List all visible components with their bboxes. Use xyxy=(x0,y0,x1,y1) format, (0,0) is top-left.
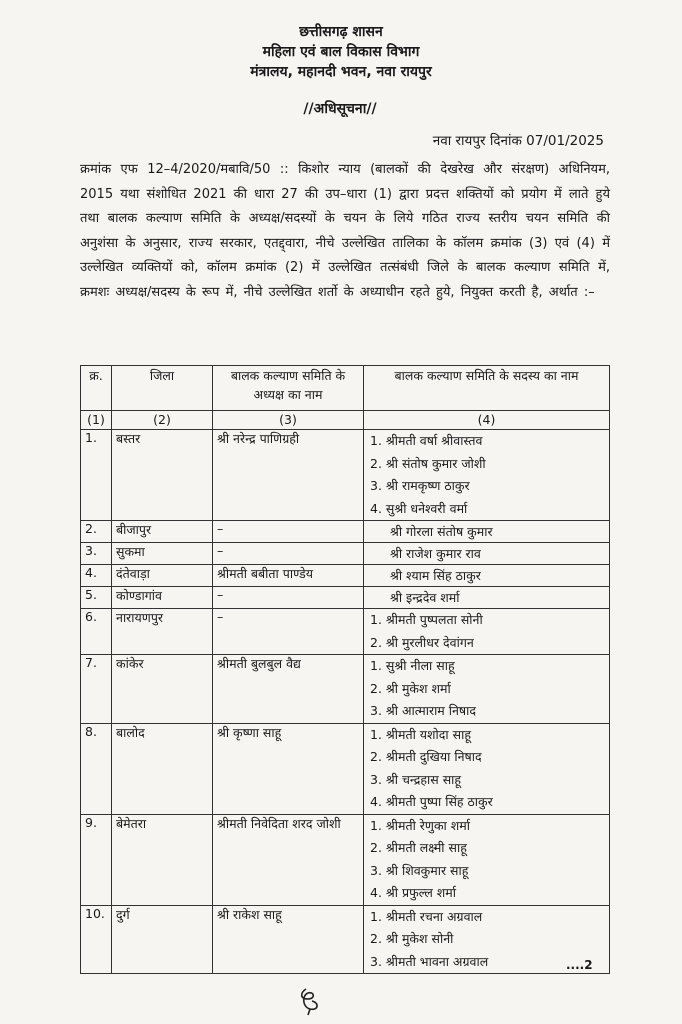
row-district: बालोद xyxy=(112,723,213,814)
col-number: (2) xyxy=(112,411,213,430)
row-district: सुकमा xyxy=(112,543,213,565)
member-name: 4. श्री प्रफुल्ल शर्मा xyxy=(370,885,457,900)
member-name: 3. श्रीमती भावना अग्रवाल xyxy=(370,953,489,969)
member-name: 2. श्री मुकेश सोनी xyxy=(370,931,454,946)
member-name: 1. श्रीमती रेणुका शर्मा xyxy=(370,817,470,833)
member-name: 2. श्री मुरलीधर देवांगन xyxy=(370,634,474,650)
col-number: (4) xyxy=(364,411,610,430)
row-chairperson: – xyxy=(213,609,364,655)
table-row xyxy=(81,609,610,655)
header-government: छत्तीसगढ़ शासन xyxy=(299,24,383,40)
col-header-members: बालक कल्याण समिति के सदस्य का नाम xyxy=(364,366,610,411)
row-district: दंतेवाड़ा xyxy=(112,565,213,587)
member-name: 1. श्रीमती वर्षा श्रीवास्तव xyxy=(370,433,483,448)
row-district: कोण्डागांव xyxy=(112,587,213,609)
signature-mark xyxy=(292,985,326,1017)
row-serial: 5. xyxy=(81,587,112,609)
row-members xyxy=(364,521,610,543)
row-chairperson: – xyxy=(213,543,364,565)
table-row xyxy=(81,723,610,814)
row-members xyxy=(364,655,610,724)
member-name: श्री गोरला संतोष कुमार xyxy=(390,524,493,539)
member-name: श्री श्याम सिंह ठाकुर xyxy=(390,568,481,583)
table-row xyxy=(81,521,610,543)
col-header-serial: क्र. xyxy=(81,366,112,411)
table-row xyxy=(81,565,610,587)
member-name: 1. श्रीमती रचना अग्रवाल xyxy=(370,908,483,924)
row-members xyxy=(364,723,610,814)
member-name: 3. श्री आत्माराम निषाद xyxy=(370,703,477,718)
table-row xyxy=(81,587,610,609)
col-number: (1) xyxy=(81,411,112,430)
table-row xyxy=(81,430,610,521)
member-name: 1. श्रीमती यशोदा साहू xyxy=(370,726,471,742)
table-row xyxy=(81,905,610,974)
notification-title: //अधिसूचना// xyxy=(303,101,377,117)
page-continuation: ....2 xyxy=(566,958,593,972)
row-members xyxy=(364,565,610,587)
row-serial: 3. xyxy=(81,543,112,565)
row-chairperson: श्री नरेन्द्र पाणिग्रही xyxy=(213,430,364,521)
table-row xyxy=(81,655,610,724)
row-chairperson: श्री राकेश साहू xyxy=(213,905,364,974)
member-name: श्री राजेश कुमार राव xyxy=(390,546,481,561)
row-district: कांकेर xyxy=(112,655,213,724)
notification-date: नवा रायपुर दिनांक 07/01/2025 xyxy=(432,133,604,149)
member-name: 2. श्री मुकेश शर्मा xyxy=(370,680,451,696)
row-serial: 9. xyxy=(81,814,112,905)
row-serial: 4. xyxy=(81,565,112,587)
row-members xyxy=(364,814,610,905)
member-name: 4. श्रीमती पुष्पा सिंह ठाकुर xyxy=(370,794,493,809)
col-header-district: जिला xyxy=(112,366,213,411)
table-body xyxy=(81,430,610,974)
row-chairperson: – xyxy=(213,587,364,609)
member-name: 2. श्रीमती दुखिया निषाद xyxy=(370,749,482,764)
member-name: 3. श्री रामकृष्ण ठाकुर xyxy=(370,478,470,493)
member-name: 2. श्रीमती लक्ष्मी साहू xyxy=(370,840,467,855)
header-address: मंत्रालय, महानदी भवन, नवा रायपुर xyxy=(250,64,432,80)
row-chairperson: – xyxy=(213,521,364,543)
member-name: 4. सुश्री धनेश्वरी वर्मा xyxy=(370,500,468,516)
notification-paragraph: क्रमांक एफ 12–4/2020/मबावि/50 :: किशोर न्याय (बालकों की देखरेख और संरक्षण) अधिनियम, 2015 यथा संशोधित 2021 की धारा 27 की उप–धारा (1) द्वारा प्रदत्त शक्तियों को प्रयोग में लाते हुये तथा बालक कल्याण समिति के अध्यक्ष/सदस्यों के चयन के लिये गठित राज्य स्तरीय चयन समिति की अनुशंसा के अनुसार, राज्य सरकार, एतद्द्वारा, नीचे उल्लेखित तालिका के कॉलम क्रमांक (3) एवं (4) में उल्लेखित व्यक्तियों को, कॉलम क्रमांक (2) में उल्लेखित तत्संबंधी जिले के बालक कल्याण समिति में, क्रमशः अध्यक्ष/सदस्य के रूप में, नीचे उल्लेखित शर्तो के अध्याधीन रहते हुये, नियुक्त करती है, अर्थात :– xyxy=(80,162,610,300)
table-row xyxy=(81,814,610,905)
row-serial: 10. xyxy=(81,905,112,974)
row-district: बीजापुर xyxy=(112,521,213,543)
row-serial: 1. xyxy=(81,430,112,521)
row-district: बस्तर xyxy=(112,430,213,521)
member-name: 2. श्री संतोष कुमार जोशी xyxy=(370,455,486,471)
row-chairperson: श्रीमती बुलबुल वैद्य xyxy=(213,655,364,724)
row-serial: 6. xyxy=(81,609,112,655)
row-district: नारायणपुर xyxy=(112,609,213,655)
row-chairperson: श्रीमती निवेदिता शरद जोशी xyxy=(213,814,364,905)
member-name: 1. सुश्री नीला साहू xyxy=(370,658,455,673)
row-members xyxy=(364,609,610,655)
row-district: दुर्ग xyxy=(112,905,213,974)
table-row xyxy=(81,543,610,565)
appointment-table xyxy=(80,365,610,974)
row-serial: 8. xyxy=(81,723,112,814)
row-serial: 7. xyxy=(81,655,112,724)
row-chairperson: श्री कृष्णा साहू xyxy=(213,723,364,814)
member-name: 3. श्री शिवकुमार साहू xyxy=(370,862,469,878)
member-name: 1. श्रीमती पुष्पलता सोनी xyxy=(370,612,483,627)
row-district: बेमेतरा xyxy=(112,814,213,905)
member-name: श्री इन्द्रदेव शर्मा xyxy=(390,590,460,605)
member-name: 3. श्री चन्द्रहास साहू xyxy=(370,771,462,787)
header-department: महिला एवं बाल विकास विभाग xyxy=(262,44,420,60)
row-chairperson: श्रीमती बबीता पाण्डेय xyxy=(213,565,364,587)
row-serial: 2. xyxy=(81,521,112,543)
col-header-chairperson: बालक कल्याण समिति के अध्यक्ष का नाम xyxy=(213,366,364,411)
row-members xyxy=(364,587,610,609)
row-members xyxy=(364,430,610,521)
col-number: (3) xyxy=(213,411,364,430)
row-members xyxy=(364,543,610,565)
